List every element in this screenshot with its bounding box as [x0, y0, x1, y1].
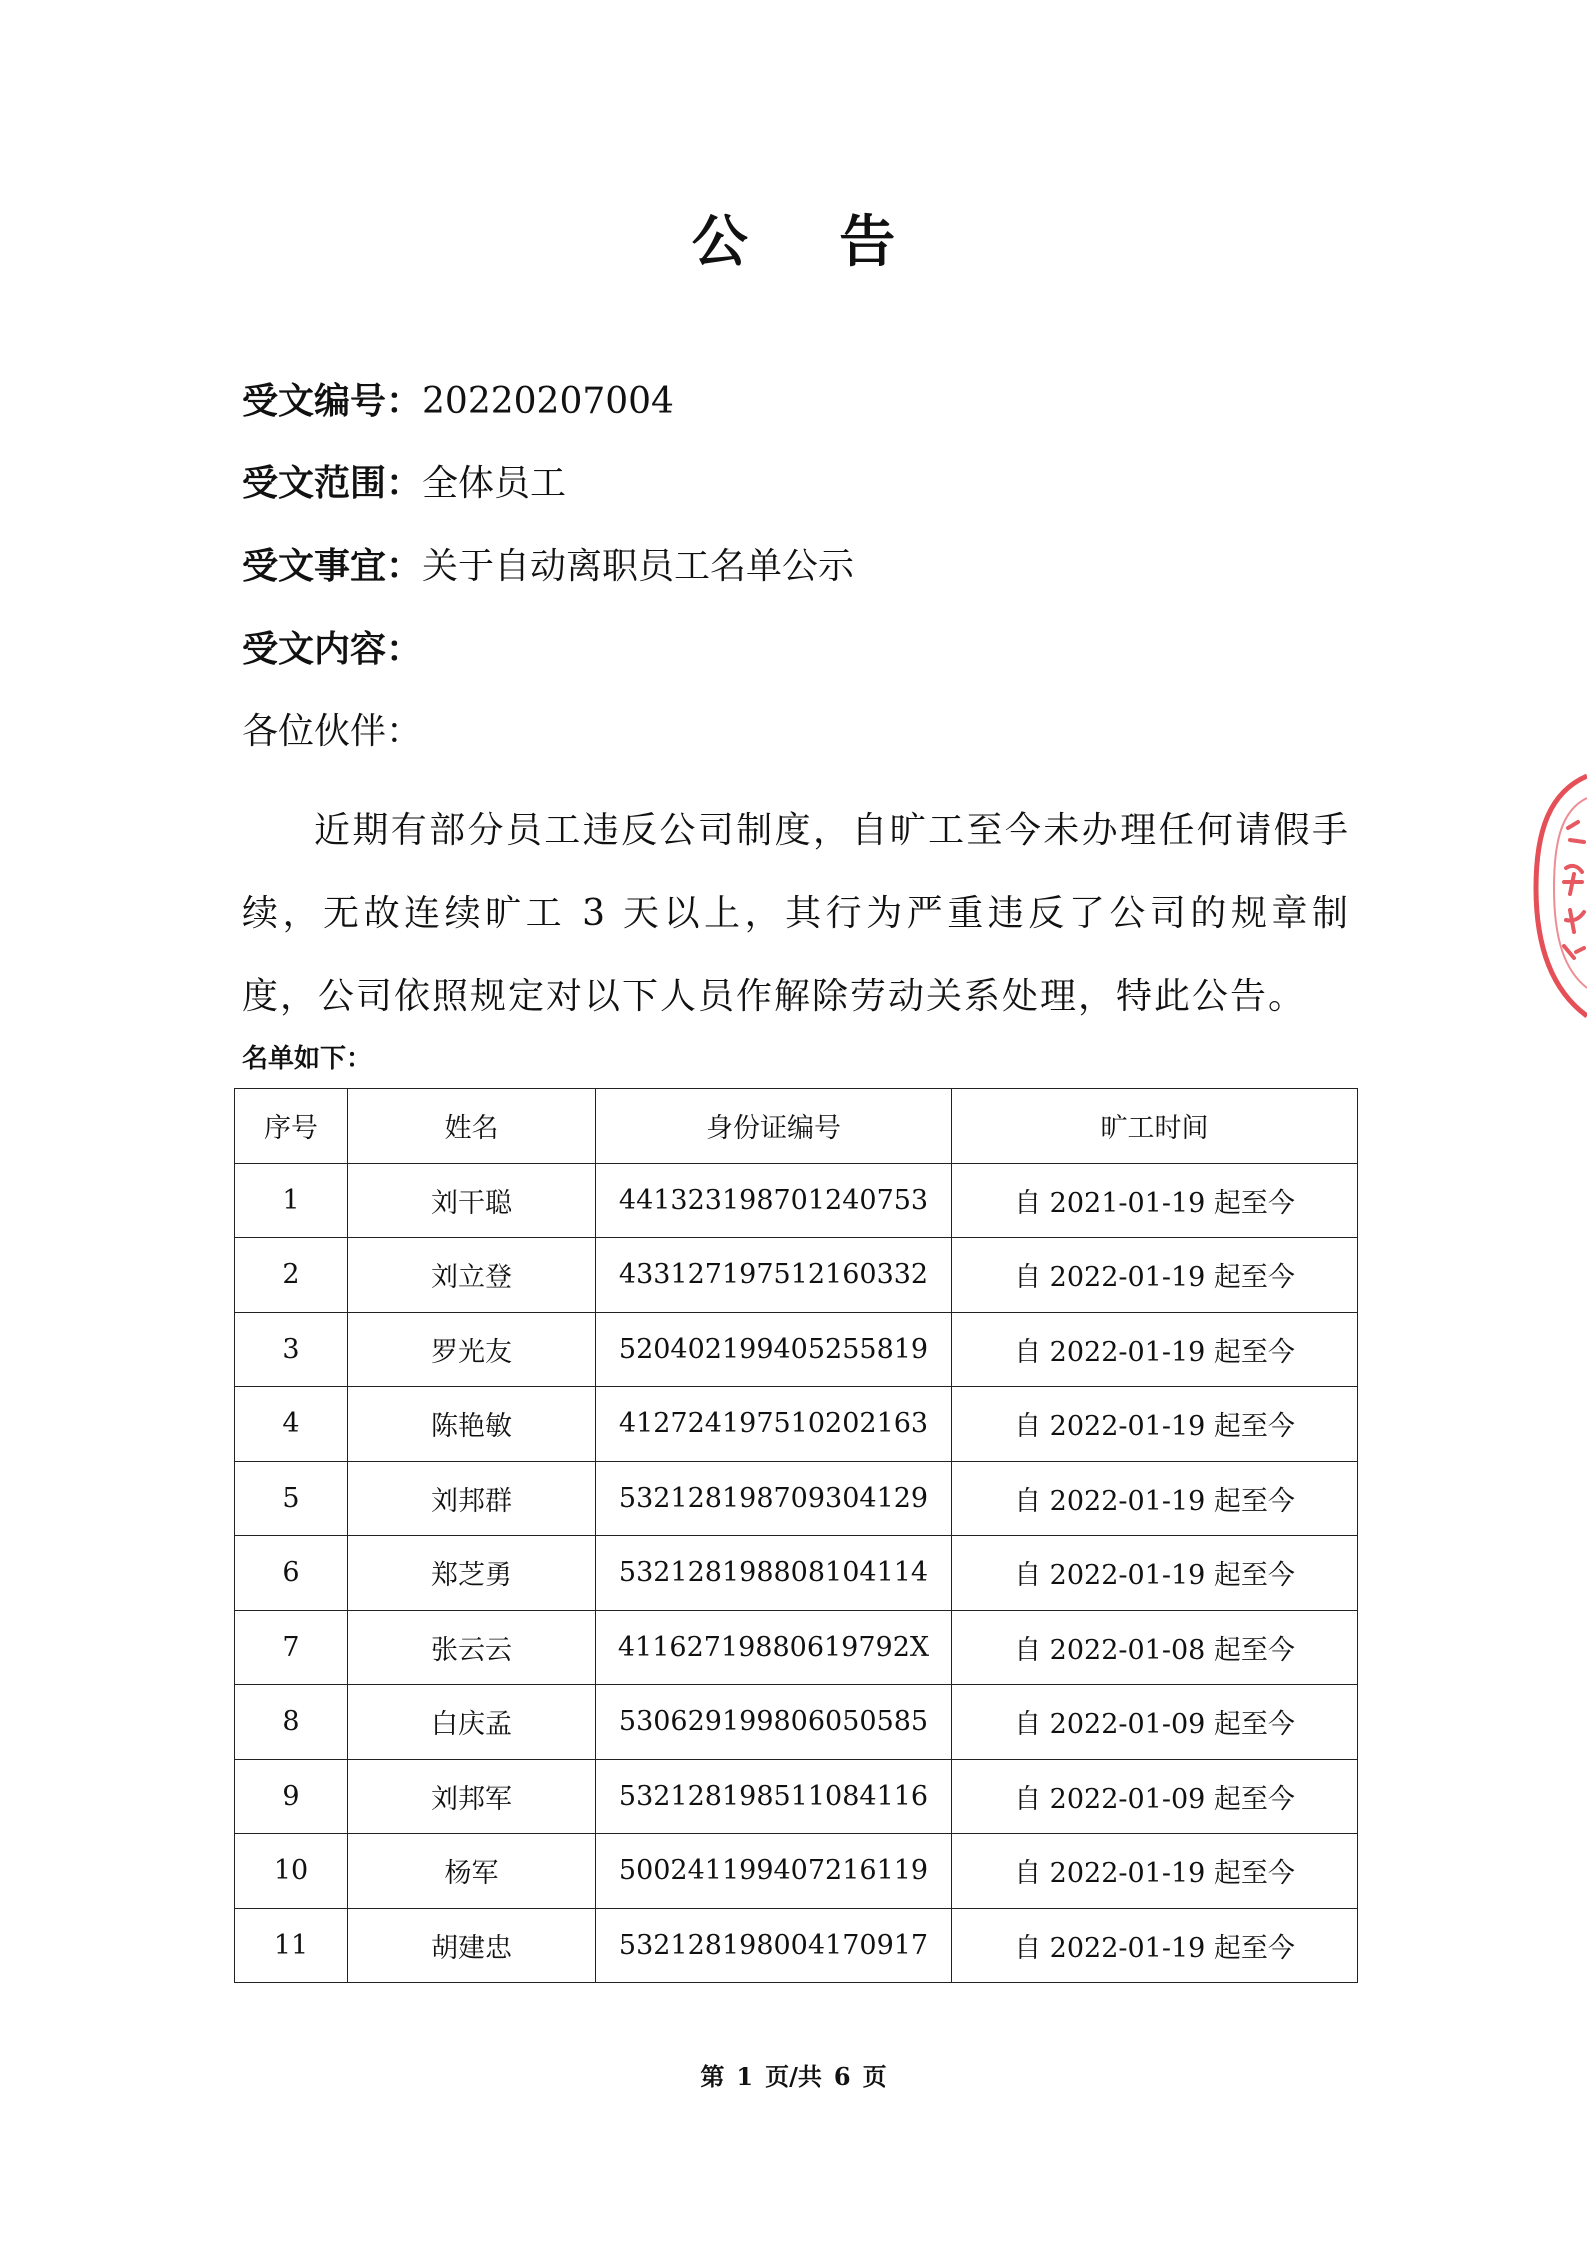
cell-absence-period: 自 2022-01-19 起至今: [952, 1834, 1358, 1909]
cell-id-number: 532128198709304129: [596, 1461, 952, 1536]
footer-page-number: 1: [736, 2062, 754, 2091]
cell-absence-period: 自 2021-01-19 起至今: [952, 1163, 1358, 1238]
field-content: [242, 626, 422, 674]
cell-index: 6: [235, 1536, 348, 1611]
cell-id-number: 412724197510202163: [596, 1387, 952, 1462]
cell-index: 3: [235, 1312, 348, 1387]
cell-index: 11: [235, 1908, 348, 1983]
table-row: [235, 1461, 1358, 1536]
cell-name: 白庆孟: [348, 1685, 596, 1760]
field-value: 关于自动离职员工名单公示: [422, 546, 855, 587]
cell-absence-period: 自 2022-01-19 起至今: [952, 1461, 1358, 1536]
table-row: [235, 1908, 1358, 1983]
field-subject: [242, 543, 854, 591]
table-row: [235, 1387, 1358, 1462]
field-label: 受文编号：: [242, 381, 423, 422]
cell-id-number: 532128198004170917: [596, 1908, 952, 1983]
cell-name: 刘邦军: [348, 1759, 596, 1834]
cell-index: 1: [235, 1163, 348, 1238]
field-value: 20220207004: [422, 381, 674, 422]
footer-total-pages: 6: [833, 2062, 851, 2091]
cell-id-number: 441323198701240753: [596, 1163, 952, 1238]
cell-index: 8: [235, 1685, 348, 1760]
cell-index: 4: [235, 1387, 348, 1462]
cell-absence-period: 自 2022-01-09 起至今: [952, 1759, 1358, 1834]
header-absence-period: 旷工时间: [952, 1089, 1358, 1164]
cell-id-number: 532128198511084116: [596, 1759, 952, 1834]
cell-id-number: 41162719880619792X: [596, 1610, 952, 1685]
cell-absence-period: 自 2022-01-19 起至今: [952, 1908, 1358, 1983]
seal-strokes: [1564, 822, 1584, 958]
table-row: [235, 1536, 1358, 1611]
table-row: [235, 1238, 1358, 1313]
cell-name: 胡建忠: [348, 1908, 596, 1983]
page-footer: [0, 2057, 1587, 2092]
seal-graphic: [1536, 776, 1587, 1016]
cell-name: 刘立登: [348, 1238, 596, 1313]
header-name: 姓名: [348, 1089, 596, 1164]
table-row: [235, 1685, 1358, 1760]
footer-middle: 页/共: [765, 2062, 822, 2091]
cell-absence-period: 自 2022-01-08 起至今: [952, 1610, 1358, 1685]
header-id-number: 身份证编号: [596, 1089, 952, 1164]
body-paragraph: 近期有部分员工违反公司制度，自旷工至今未办理任何请假手续，无故连续旷工 3 天以上，其行为严重违反了公司的规章制度，公司依照规定对以下人员作解除劳动关系处理，特此公告。: [242, 810, 1350, 1017]
cell-index: 5: [235, 1461, 348, 1536]
cell-id-number: 532128198808104114: [596, 1536, 952, 1611]
cell-absence-period: 自 2022-01-09 起至今: [952, 1685, 1358, 1760]
field-doc-number: [242, 378, 674, 426]
cell-name: 刘邦群: [348, 1461, 596, 1536]
field-label: 受文内容：: [242, 629, 423, 670]
company-seal-stamp: [1530, 770, 1587, 1030]
cell-absence-period: 自 2022-01-19 起至今: [952, 1238, 1358, 1313]
footer-suffix: 页: [862, 2062, 887, 2091]
notice-title: 公 告: [691, 210, 932, 275]
field-scope: [242, 460, 566, 508]
cell-id-number: 530629199806050585: [596, 1685, 952, 1760]
table-row: [235, 1312, 1358, 1387]
field-label: 受文事宜：: [242, 546, 423, 587]
cell-name: 张云云: [348, 1610, 596, 1685]
cell-name: 罗光友: [348, 1312, 596, 1387]
list-heading: 名单如下：: [242, 1044, 373, 1074]
cell-index: 7: [235, 1610, 348, 1685]
employee-table: [234, 1088, 1358, 1983]
header-index: 序号: [235, 1089, 348, 1164]
cell-name: 郑芝勇: [348, 1536, 596, 1611]
cell-index: 2: [235, 1238, 348, 1313]
table-header: [235, 1089, 1358, 1164]
footer-prefix: 第: [700, 2062, 725, 2091]
cell-absence-period: 自 2022-01-19 起至今: [952, 1536, 1358, 1611]
cell-name: 杨军: [348, 1834, 596, 1909]
cell-id-number: 433127197512160332: [596, 1238, 952, 1313]
cell-index: 10: [235, 1834, 348, 1909]
table-row: [235, 1163, 1358, 1238]
table-row: [235, 1834, 1358, 1909]
cell-id-number: 520402199405255819: [596, 1312, 952, 1387]
field-value: 全体员工: [422, 463, 567, 504]
field-label: 受文范围：: [242, 463, 423, 504]
cell-absence-period: 自 2022-01-19 起至今: [952, 1387, 1358, 1462]
table-body: [235, 1163, 1358, 1983]
greeting: 各位伙伴：: [242, 711, 423, 752]
cell-index: 9: [235, 1759, 348, 1834]
cell-absence-period: 自 2022-01-19 起至今: [952, 1312, 1358, 1387]
table-row: [235, 1610, 1358, 1685]
cell-id-number: 500241199407216119: [596, 1834, 952, 1909]
table-row: [235, 1759, 1358, 1834]
cell-name: 刘干聪: [348, 1163, 596, 1238]
cell-name: 陈艳敏: [348, 1387, 596, 1462]
table-header-row: [235, 1089, 1358, 1164]
